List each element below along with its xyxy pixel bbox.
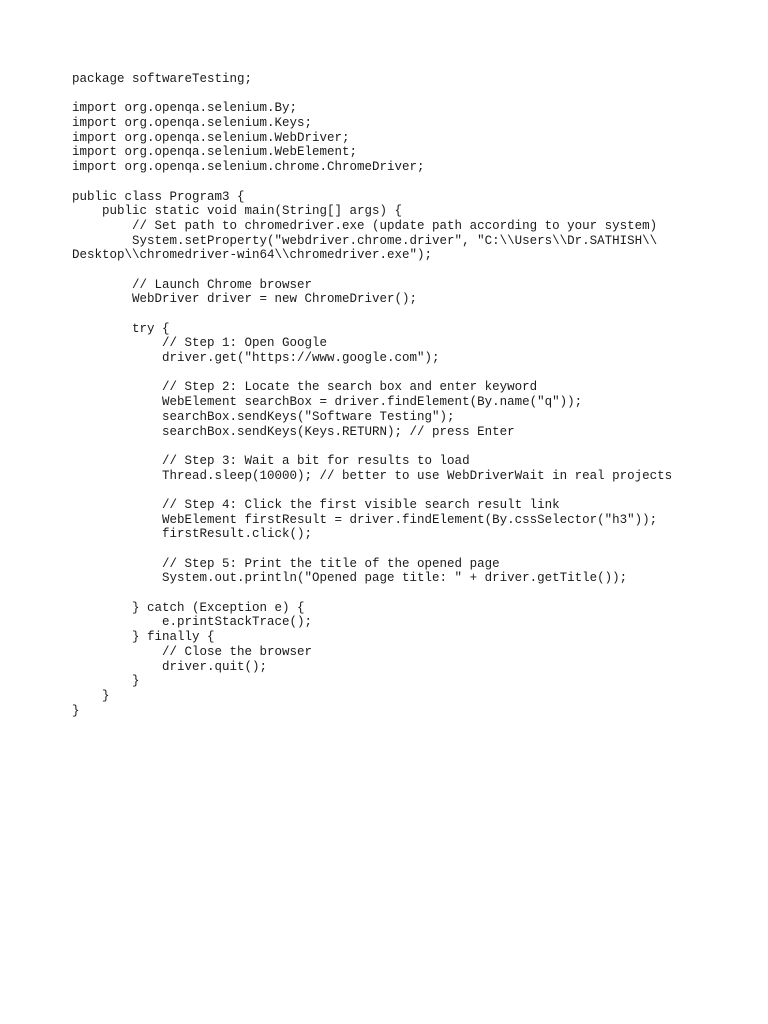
code-line xyxy=(72,439,672,454)
code-line xyxy=(72,175,672,190)
code-line xyxy=(72,586,672,601)
code-line: } catch (Exception e) { xyxy=(72,600,305,615)
code-line xyxy=(72,307,672,322)
code-line: Thread.sleep(10000); // better to use WebDriverWait in real projects xyxy=(72,468,673,483)
code-line: try { xyxy=(72,321,170,336)
code-line: // Step 4: Click the first visible search result link xyxy=(72,497,560,512)
code-line: driver.get("https://www.google.com"); xyxy=(72,351,440,366)
code-line: } xyxy=(72,703,80,718)
code-line: searchBox.sendKeys("Software Testing"); xyxy=(72,409,455,424)
code-line: import org.openqa.selenium.WebDriver; xyxy=(72,130,350,145)
code-line xyxy=(72,263,672,278)
code-line: public class Program3 { xyxy=(72,189,245,204)
code-listing xyxy=(72,72,672,718)
code-line: } xyxy=(72,674,140,689)
code-line: // Step 2: Locate the search box and enter keyword xyxy=(72,380,538,395)
code-line: e.printStackTrace(); xyxy=(72,615,313,630)
code-line: import org.openqa.selenium.By; xyxy=(72,101,298,116)
code-line xyxy=(72,366,672,381)
code-line: searchBox.sendKeys(Keys.RETURN); // press Enter xyxy=(72,424,515,439)
code-line: driver.quit(); xyxy=(72,659,268,674)
code-line: WebDriver driver = new ChromeDriver(); xyxy=(72,292,418,307)
code-line: package softwareTesting; xyxy=(72,72,253,86)
code-line: // Step 3: Wait a bit for results to load xyxy=(72,453,470,468)
code-line: WebElement searchBox = driver.findElement(By.name("q")); xyxy=(72,395,583,410)
code-line: import org.openqa.selenium.Keys; xyxy=(72,116,313,131)
code-line: } finally { xyxy=(72,630,215,645)
code-line: firstResult.click(); xyxy=(72,527,313,542)
code-line xyxy=(72,483,672,498)
code-line: public static void main(String[] args) { xyxy=(72,204,403,219)
code-line: import org.openqa.selenium.chrome.ChromeDriver; xyxy=(72,160,425,175)
code-line xyxy=(72,87,672,102)
code-line: // Set path to chromedriver.exe (update path according to your system) xyxy=(72,218,658,233)
code-line: // Step 1: Open Google xyxy=(72,336,328,351)
code-line: WebElement firstResult = driver.findElement(By.cssSelector("h3")); xyxy=(72,512,658,527)
code-line: // Launch Chrome browser xyxy=(72,277,313,292)
code-line: } xyxy=(72,688,110,703)
code-line xyxy=(72,542,672,557)
code-line: import org.openqa.selenium.WebElement; xyxy=(72,145,358,160)
code-line: System.setProperty("webdriver.chrome.driver", "C:\\Users\\Dr.SATHISH\\ xyxy=(72,233,658,248)
code-line: // Step 5: Print the title of the opened page xyxy=(72,556,500,571)
code-line: System.out.println("Opened page title: " + driver.getTitle()); xyxy=(72,571,628,586)
code-line: Desktop\\chromedriver-win64\\chromedriver.exe"); xyxy=(72,248,433,263)
code-line: // Close the browser xyxy=(72,644,313,659)
